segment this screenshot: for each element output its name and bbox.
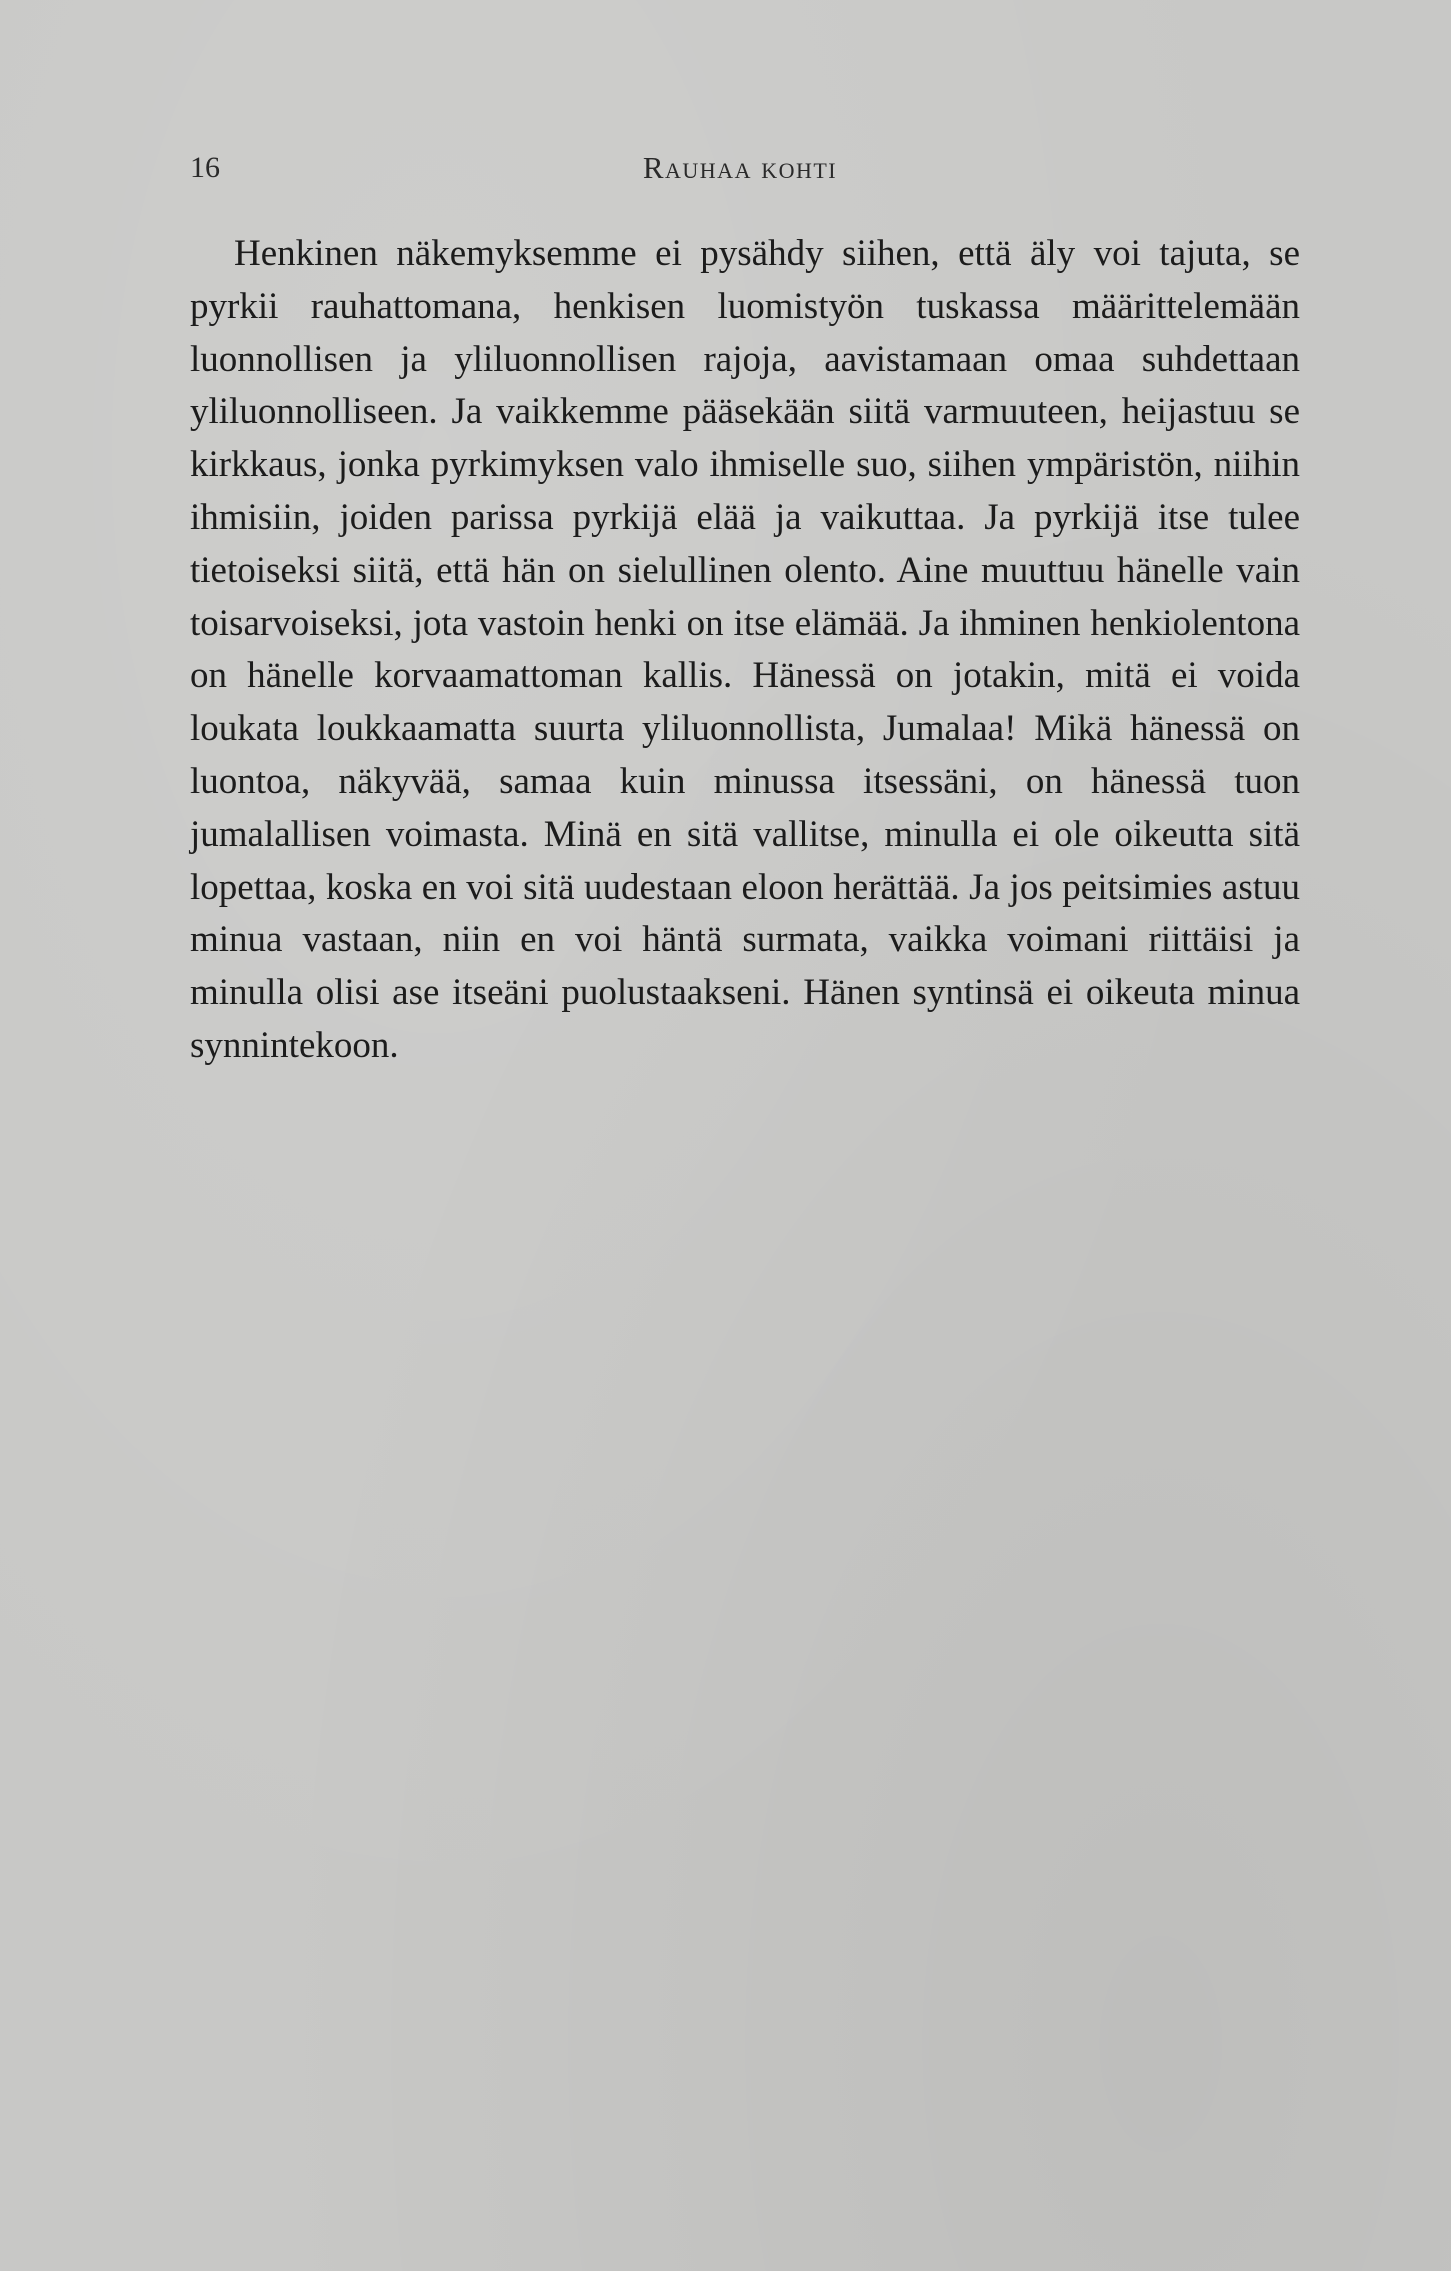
body-text bbox=[190, 228, 1300, 1073]
page-number: 16 bbox=[190, 151, 220, 184]
running-header bbox=[190, 148, 1300, 192]
running-title: Rauhaa kohti bbox=[642, 150, 838, 185]
paragraph: Henkinen näkemyksemme ei pysähdy siihen, että äly voi tajuta, se pyrkii rauhattomana, henkisen luomistyön tuskassa määrittelemään luonnollisen ja yliluonnollisen rajoja, aavistamaan omaa suhdettaan yliluonnolliseen. Ja vaikkemme pääsekään siitä varmuuteen, heijastuu se kirkkaus, jonka pyrkimyksen valo ihmiselle suo, siihen ympäristön, niihin ihmisiin, joiden parissa pyrkijä elää ja vaikuttaa. Ja pyrkijä itse tulee tietoiseksi siitä, että hän on sielullinen olento. Aine muuttuu hänelle vain toisarvoiseksi, jota vastoin henki on itse elämää. Ja ihminen henkiolentona on hänelle korvaamattoman kallis. Hänessä on jotakin, mitä ei voida loukata loukkaamatta suurta yliluonnollista, Jumalaa! Mikä hänessä on luontoa, näkyvää, samaa kuin minussa itsessäni, on hänessä tuon jumalallisen voimasta. Minä en sitä vallitse, minulla ei ole oikeutta sitä lopettaa, koska en voi sitä uudestaan eloon herättää. Ja jos peitsimies astuu minua vastaan, niin en voi häntä surmata, vaikka voimani riittäisi ja minulla olisi ase itseäni puolustaakseni. Hänen syntinsä ei oikeuta minua synnintekoon. bbox=[190, 233, 1300, 1066]
